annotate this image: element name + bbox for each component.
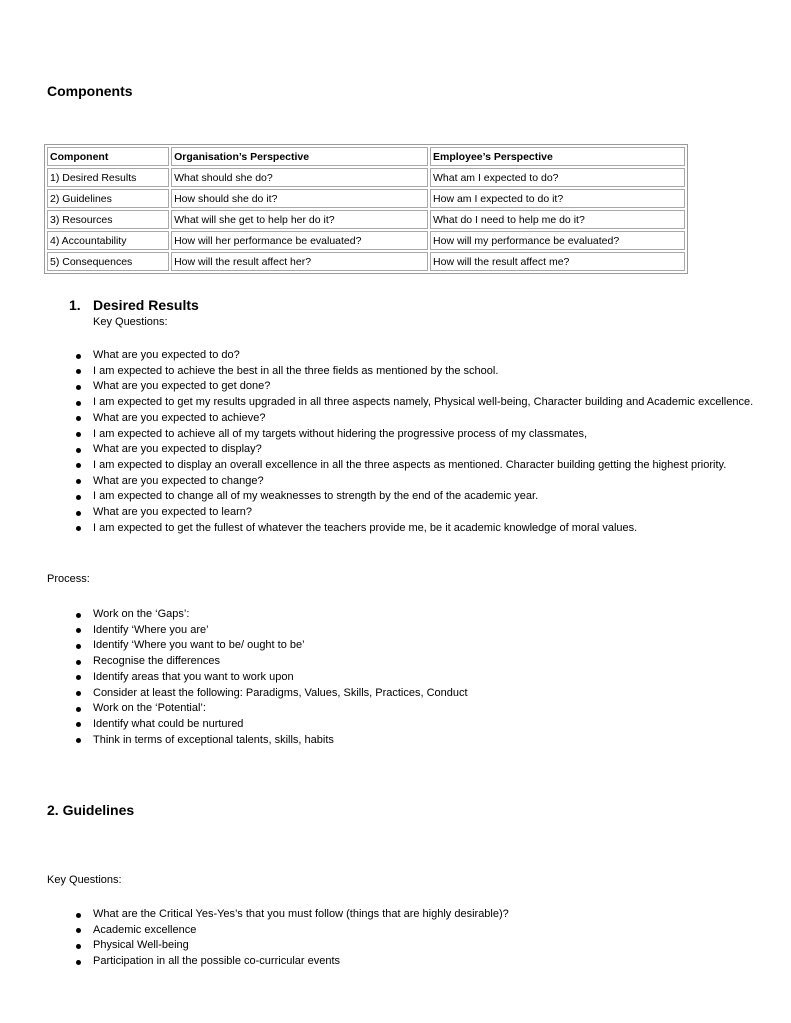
list-item: [75, 654, 468, 670]
bullet-icon: [76, 675, 81, 680]
list-item: [75, 907, 509, 923]
list-item-text: Identify ‘Where you want to be/ ought to be’: [93, 639, 305, 652]
table-cell: 5) Consequences: [47, 252, 169, 271]
list-item-text: Think in terms of exceptional talents, skills, habits: [93, 733, 334, 746]
section-heading-guidelines: 2. Guidelines: [47, 802, 135, 818]
bullet-icon: [76, 628, 81, 633]
bullet-icon: [76, 526, 81, 531]
table-cell: How am I expected to do it?: [430, 189, 685, 208]
list-item-text: Work on the ‘Gaps’:: [93, 608, 190, 620]
process-list: [75, 607, 468, 748]
bullet-icon: [76, 722, 81, 727]
list-item: [75, 938, 509, 954]
table-cell: 2) Guidelines: [47, 189, 169, 208]
table-cell: How will my performance be evaluated?: [430, 231, 685, 250]
list-item: [75, 623, 468, 639]
bullet-icon: [76, 644, 81, 649]
bullet-icon: [76, 432, 81, 437]
list-item-text: What are you expected to do?: [93, 349, 240, 361]
list-item-text: I am expected to change all of my weaknesses to strength by the end of the academic year.: [93, 490, 539, 503]
table-cell: 3) Resources: [47, 210, 169, 229]
list-item-text: Identify ‘Where you are’: [93, 623, 209, 636]
table-cell: What should she do?: [171, 168, 428, 187]
list-item: [75, 489, 753, 505]
list-item-text: Work on the ‘Potential’:: [93, 702, 206, 715]
list-item: [75, 348, 753, 364]
list-item: [75, 521, 753, 537]
bullet-icon: [76, 707, 81, 712]
list-item-text: Consider at least the following: Paradigms, Values, Skills, Practices, Conduct: [93, 686, 468, 699]
list-item: [75, 686, 468, 702]
list-item: [75, 427, 753, 443]
table-cell: 4) Accountability: [47, 231, 169, 250]
list-item-text: Identify areas that you want to work upon: [93, 670, 294, 683]
table-cell: How will the result affect her?: [171, 252, 428, 271]
list-item: [75, 505, 753, 521]
list-item: [75, 717, 468, 733]
bullet-icon: [76, 511, 81, 516]
list-item-text: What are you expected to get done?: [93, 380, 271, 393]
bullet-icon: [76, 463, 81, 468]
table-cell: What will she get to help her do it?: [171, 210, 428, 229]
bullet-icon: [76, 479, 81, 484]
table-header-cell: Employee’s Perspective: [430, 147, 685, 166]
list-item-text: I am expected to achieve the best in all the three fields as mentioned by the school.: [93, 364, 499, 377]
key-questions-label: Key Questions:: [47, 874, 122, 886]
bullet-icon: [76, 691, 81, 696]
key-questions-label: Key Questions:: [93, 316, 168, 328]
list-item: [75, 474, 753, 490]
table-cell: How will the result affect me?: [430, 252, 685, 271]
list-item-text: I am expected to display an overall excellence in all the three aspects as mentioned. Character building getting the highest priority.: [93, 458, 727, 471]
section-heading-desired-results: Desired Results: [93, 297, 199, 313]
table-header-cell: Organisation’s Perspective: [171, 147, 428, 166]
table-cell: What am I expected to do?: [430, 168, 685, 187]
table-row: [47, 189, 685, 208]
bullet-icon: [76, 913, 81, 918]
list-item-text: I am expected to get my results upgraded in all three aspects namely, Physical well-being, Character building and Academic excellence.: [93, 396, 754, 409]
bullet-icon: [76, 385, 81, 390]
list-item: [75, 954, 509, 970]
table-header-row: [47, 147, 685, 166]
list-item-text: I am expected to get the fullest of whatever the teachers provide me, be it academic knowledge of moral values.: [93, 521, 638, 534]
process-label: Process:: [47, 573, 90, 585]
list-item: [75, 638, 468, 654]
guidelines-list: [75, 907, 509, 970]
bullet-icon: [76, 495, 81, 500]
list-item-text: I am expected to achieve all of my targets without hidering the progressive process of my classmates,: [93, 427, 588, 440]
components-table: [44, 144, 688, 274]
list-item: [75, 923, 509, 939]
table-row: [47, 168, 685, 187]
bullet-icon: [76, 928, 81, 933]
table-cell: How will her performance be evaluated?: [171, 231, 428, 250]
bullet-icon: [76, 613, 81, 618]
list-item: [75, 395, 753, 411]
table-row: [47, 210, 685, 229]
list-item-text: What are you expected to display?: [93, 443, 262, 456]
list-item: [75, 670, 468, 686]
table-cell: What do I need to help me do it?: [430, 210, 685, 229]
section-number: 1.: [69, 297, 81, 313]
bullet-icon: [76, 369, 81, 374]
list-item: [75, 379, 753, 395]
bullet-icon: [76, 416, 81, 421]
section-heading-components: Components: [47, 83, 133, 99]
bullet-icon: [76, 660, 81, 665]
bullet-icon: [76, 960, 81, 965]
list-item: [75, 701, 468, 717]
table-cell: How should she do it?: [171, 189, 428, 208]
list-item: [75, 733, 468, 749]
table-header-cell: Component: [47, 147, 169, 166]
list-item-text: Recognise the differences: [93, 655, 220, 668]
list-item: [75, 364, 753, 380]
list-item: [75, 458, 753, 474]
list-item-text: What are you expected to change?: [93, 474, 264, 487]
table-cell: 1) Desired Results: [47, 168, 169, 187]
bullet-icon: [76, 401, 81, 406]
bullet-icon: [76, 944, 81, 949]
list-item-text: Physical Well-being: [93, 939, 189, 952]
list-item-text: Academic excellence: [93, 923, 197, 936]
table-row: [47, 252, 685, 271]
bullet-icon: [76, 354, 81, 359]
list-item-text: Participation in all the possible co-curricular events: [93, 955, 341, 968]
bullet-icon: [76, 448, 81, 453]
list-item: [75, 442, 753, 458]
table-row: [47, 231, 685, 250]
list-item: [75, 607, 468, 623]
list-item-text: Identify what could be nurtured: [93, 717, 244, 730]
list-item-text: What are you expected to learn?: [93, 506, 252, 519]
bullet-icon: [76, 738, 81, 743]
list-item-text: What are the Critical Yes-Yes’s that you must follow (things that are highly desirable)?: [93, 908, 509, 920]
desired-results-list: [75, 348, 753, 536]
list-item-text: What are you expected to achieve?: [93, 411, 266, 424]
list-item: [75, 411, 753, 427]
